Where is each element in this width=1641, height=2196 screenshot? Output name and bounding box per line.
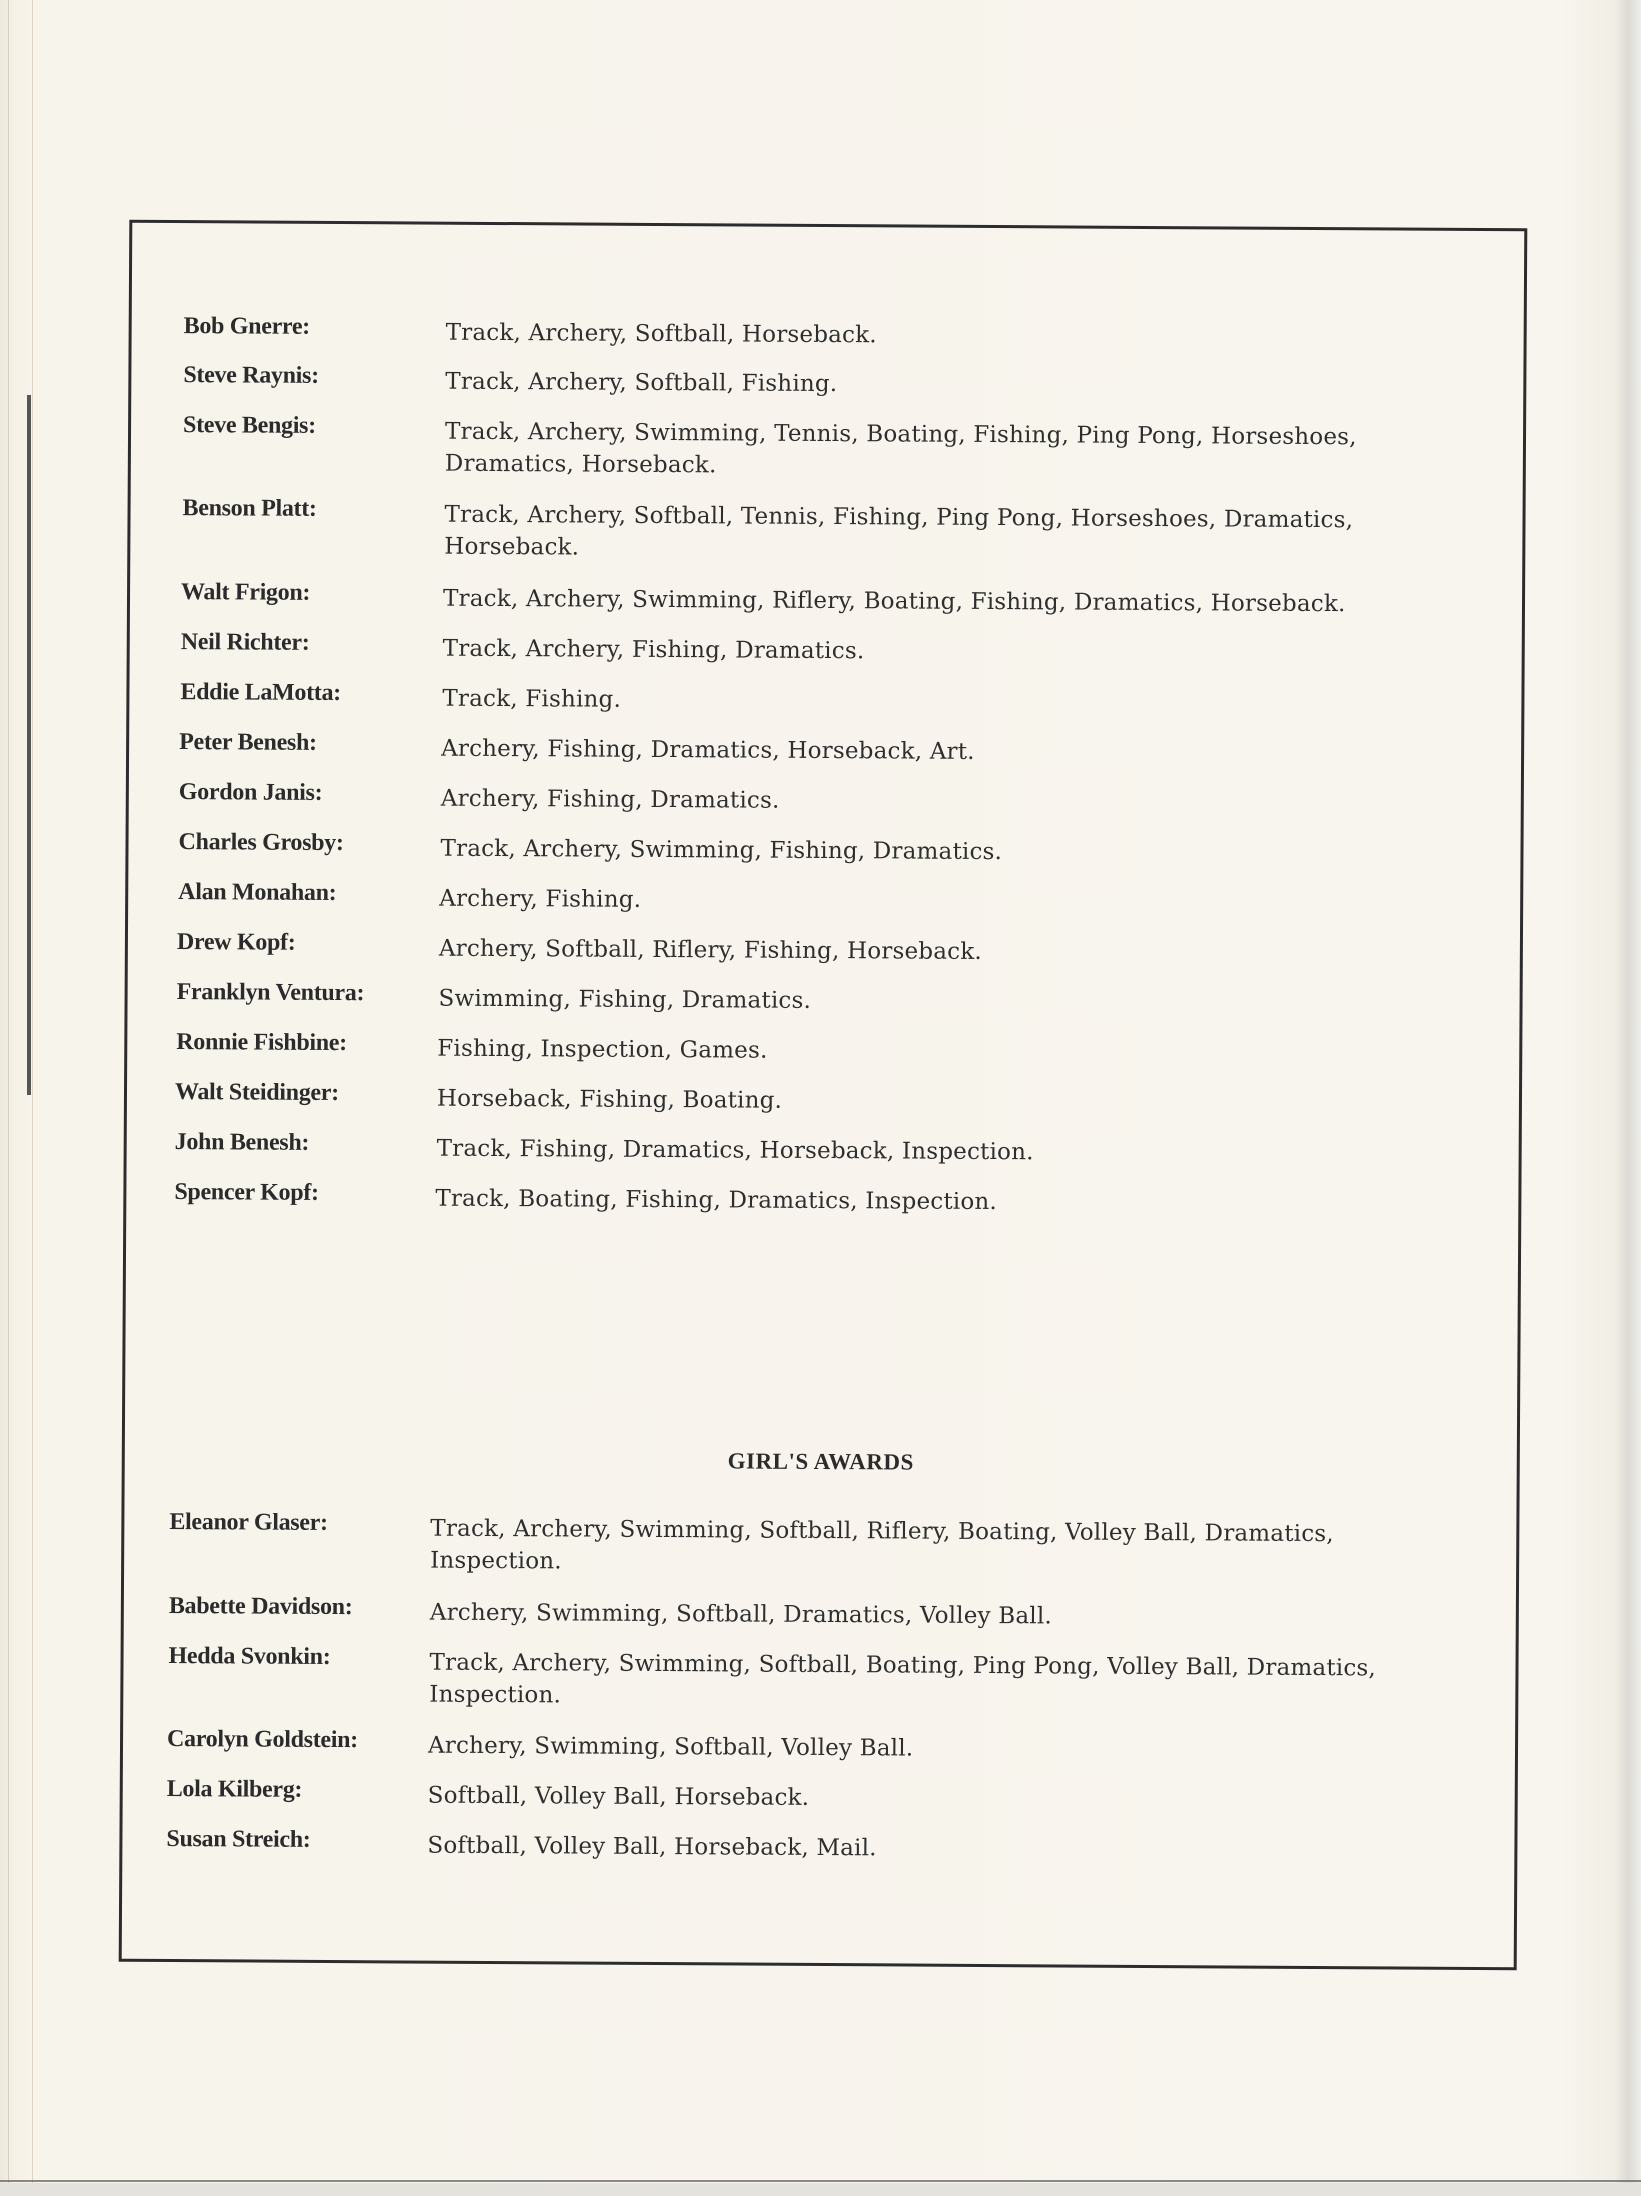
award-row	[129, 779, 1521, 814]
award-list: Archery, Softball, Riflery, Fishing, Horseback.	[438, 935, 982, 965]
award-list: Track, Archery, Swimming, Fishing, Dramatics.	[440, 835, 1003, 866]
award-list: Archery, Swimming, Softball, Dramatics, Volley Ball.	[429, 1599, 1053, 1630]
award-row	[123, 1826, 1515, 1862]
award-list: Swimming, Fishing, Dramatics.	[438, 985, 812, 1014]
award-list: Softball, Volley Ball, Horseback, Mail.	[427, 1832, 877, 1862]
award-row	[126, 1179, 1518, 1216]
camper-name: Peter Benesh:	[179, 729, 317, 756]
award-row	[129, 729, 1521, 765]
award-list: Track, Boating, Fishing, Dramatics, Inspection.	[435, 1185, 998, 1216]
binding-shadow	[27, 395, 31, 1095]
award-row	[128, 879, 1520, 913]
award-row	[130, 629, 1522, 665]
award-list: Track, Archery, Swimming, Tennis, Boating, Fishing, Ping Pong, Horseshoes, Dramatics, Horseback.	[444, 418, 1357, 479]
awards-frame	[119, 220, 1528, 1971]
award-row	[130, 579, 1522, 618]
page-bottom-edge	[0, 2180, 1641, 2182]
award-list: Archery, Fishing, Dramatics.	[440, 785, 780, 814]
camper-name: Drew Kopf:	[176, 929, 296, 956]
award-list: Track, Archery, Fishing, Dramatics.	[442, 635, 865, 665]
award-list: Horseback, Fishing, Boating.	[436, 1085, 783, 1114]
camper-name: Babette Davidson:	[168, 1593, 353, 1621]
award-row	[123, 1726, 1515, 1762]
award-list: Archery, Swimming, Softball, Volley Ball.	[427, 1732, 914, 1762]
award-row	[128, 979, 1520, 1014]
page-bottom-shadow	[0, 2183, 1641, 2196]
award-row	[124, 1509, 1516, 1575]
award-row	[132, 313, 1524, 349]
camper-name: Gordon Janis:	[178, 779, 323, 806]
camper-name: Susan Streich:	[166, 1826, 311, 1853]
camper-name: Franklyn Ventura:	[176, 979, 365, 1007]
camper-name: Neil Richter:	[180, 629, 310, 656]
award-row	[128, 929, 1520, 965]
award-list: Track, Archery, Swimming, Softball, Riflery, Boating, Volley Ball, Dramatics, Inspection.	[430, 1515, 1334, 1575]
camper-name: Lola Kilberg:	[166, 1776, 303, 1803]
award-row	[129, 829, 1521, 866]
award-list: Track, Archery, Softball, Fishing.	[445, 368, 838, 398]
camper-name: Walt Frigon:	[180, 579, 311, 606]
camper-name: Charles Grosby:	[178, 829, 344, 857]
binding-edge	[8, 0, 9, 2196]
camper-name: Carolyn Goldstein:	[166, 1726, 358, 1754]
award-row	[131, 412, 1523, 479]
award-list: Fishing, Inspection, Games.	[437, 1035, 768, 1064]
camper-name: Walt Steidinger:	[174, 1079, 339, 1107]
camper-name: Steve Raynis:	[183, 362, 319, 389]
award-list: Track, Fishing, Dramatics, Horseback, Inspection.	[436, 1135, 1034, 1166]
award-row	[124, 1593, 1516, 1630]
award-list: Track, Archery, Softball, Tennis, Fishing, Ping Pong, Horseshoes, Dramatics, Horseback.	[444, 501, 1354, 561]
award-list: Track, Archery, Softball, Horseback.	[445, 319, 877, 349]
award-row	[131, 362, 1523, 398]
camper-name: Eddie LaMotta:	[180, 679, 341, 707]
camper-name: Alan Monahan:	[178, 879, 337, 907]
camper-name: John Benesh:	[174, 1129, 310, 1156]
award-row	[131, 495, 1523, 561]
award-row	[127, 1029, 1519, 1064]
camper-name: Spencer Kopf:	[174, 1179, 319, 1206]
award-list: Archery, Fishing.	[439, 885, 642, 913]
camper-name: Eleanor Glaser:	[169, 1509, 328, 1536]
award-list: Track, Fishing.	[442, 685, 622, 713]
award-list: Softball, Volley Ball, Horseback.	[427, 1782, 810, 1811]
award-list: Track, Archery, Swimming, Riflery, Boating, Fishing, Dramatics, Horseback.	[442, 585, 1346, 618]
camper-name: Bob Gnerre:	[183, 313, 311, 340]
award-row	[127, 1079, 1519, 1114]
camper-name: Steve Bengis:	[183, 412, 316, 439]
section-title-girls-awards: GIRL'S AWARDS	[727, 1448, 914, 1475]
award-row	[130, 679, 1522, 713]
award-row	[127, 1129, 1519, 1166]
award-list: Track, Archery, Swimming, Softball, Boating, Ping Pong, Volley Ball, Dramatics, Inspection.	[429, 1649, 1377, 1709]
camper-name: Benson Platt:	[182, 495, 317, 522]
binding-edge	[32, 0, 33, 2196]
camper-name: Ronnie Fishbine:	[176, 1029, 347, 1057]
camper-name: Hedda Svonkin:	[168, 1643, 331, 1671]
award-row	[124, 1643, 1516, 1709]
award-list: Archery, Fishing, Dramatics, Horseback, Art.	[441, 735, 975, 765]
award-row	[123, 1776, 1515, 1811]
